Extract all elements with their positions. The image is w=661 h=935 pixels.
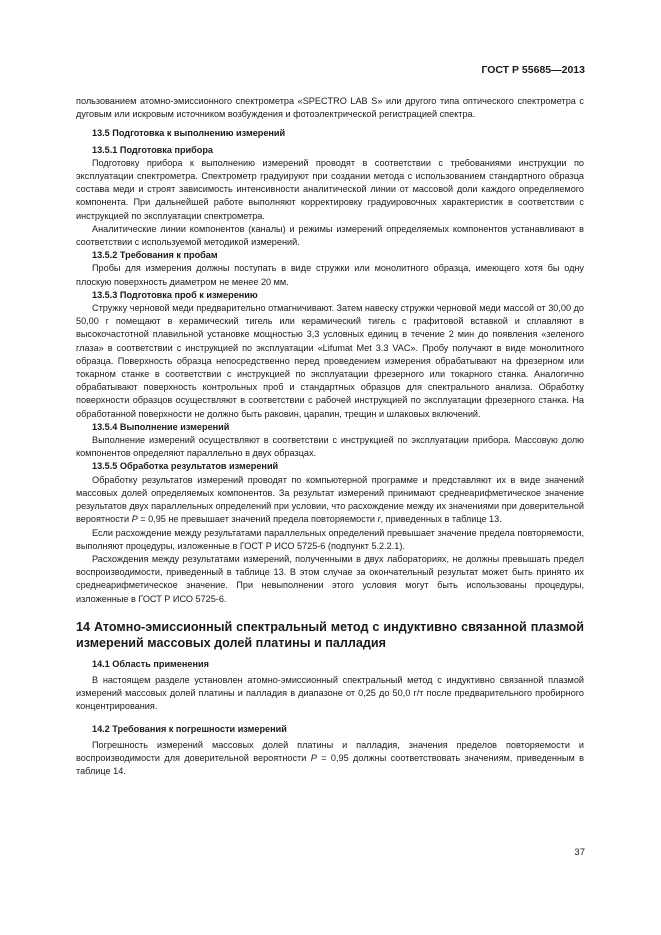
variable-p: P <box>310 752 317 763</box>
text-run: Обработку результатов измерений проводят по компьютерной программе и представляют их в виде значений массовых долей определяемых компонентов. За результат измерений принимают среднеарифметическое значение результатов двух параллельных определений при условии, что расхождение между их значениями при доверительной вероятности <box>76 474 584 525</box>
heading-13-5: 13.5 Подготовка к выполнению измерений <box>92 128 286 139</box>
paragraph-13-5-3-1: Стружку черновой меди предварительно отмагничивают. Затем навеску стружки черновой меди массой от 30,00 до 50,00 г помещают в керамический тигель или керамический тигель с графитовой вставкой и сплавляют в высокочастотной плавильной установке мощностью 3,3 условных единиц в течение 2 мин до появления «зеленого глаза» в соответствии с инструкцией по эксплуатации «Lifumat Met 3.3 VAC». Пробу получают в виде монолитного образца. Поверхность образца непосредственно перед проведением измерения обрабатывают на фрезерном или токарном станке в соответствии с инструкцией по эксплуатации фрезерного или токарного станка. Аналогично обрабатывают поверхность контрольных проб и стандартных образцов для спектрального анализа. Обработку поверхности образцов осуществляют в соответствии с рабочей инструкцией по эксплуатации фрезерного станка. На обработанной поверхности не должно быть раковин, царапин, трещин и шлаковых включений. <box>76 303 584 419</box>
heading-section-14: 14 Атомно-эмиссионный спектральный метод с индуктивно связанной плазмой измерений массовых долей платины и палладия <box>76 619 584 650</box>
paragraph-13-5-5-2: Если расхождение между результатами параллельных определений превышает значение предела повторяемости, выполняют процедуры, изложенные в ГОСТ Р ИСО 5725-6 (подпункт 5.2.2.1). <box>76 527 584 551</box>
paragraph-14-2-1 <box>76 739 584 779</box>
text-run: = 0,95 должны соответствовать значениям, приведенным в таблице 14. <box>76 752 584 777</box>
heading-13-5-2: 13.5.2 Требования к пробам <box>92 250 218 261</box>
paragraph-13-5-1-2: Аналитические линии компонентов (каналы) и режимы измерений определяемых компонентов устанавливают в соответствии с используемой методикой измерений. <box>76 223 584 248</box>
paragraph-13-5-1-1: Подготовку прибора к выполнению измерений проводят в соответствии с требованиями инструкции по эксплуатации спектрометра. Спектрометр градуируют при создании метода с использованием стандартного образца состава меди и строят зависимость интенсивности аналитической линии от массовой доли каждого определяемого компонента. При дальнейшей работе выполняют корректировку градуировочных характеристик в соответствии с инструкцией по эксплуатации спектрометра. <box>76 157 584 221</box>
paragraph-14-1-1: В настоящем разделе установлен атомно-эмиссионный спектральный метод с индуктивно связанной плазмой измерений массовых долей платины и палладия в диапазоне от 0,25 до 50,0 г/т после предварительного пробирного концентрирования. <box>76 674 584 712</box>
variable-r: r <box>377 514 381 525</box>
heading-13-5-5: 13.5.5 Обработка результатов измерений <box>92 461 279 472</box>
paragraph-intro: пользованием атомно-эмиссионного спектрометра «SPECTRO LAB S» или другого типа оптического спектрометра с дуговым или искровым источником возбуждения и фотоэлектрической регистрацией спектра. <box>76 96 584 120</box>
text-run: Погрешность измерений массовых долей платины и палладия, значения пределов повторяемости и воспроизводимости для доверительной вероятности <box>76 739 584 763</box>
text-run: = 0,95 не превышает значений предела повторяемости <box>137 514 378 525</box>
variable-p: P <box>131 514 138 525</box>
text-run: , приведенных в таблице 13. <box>380 514 502 525</box>
document-code-header: ГОСТ Р 55685—2013 <box>481 64 585 76</box>
paragraph-13-5-5-1 <box>76 474 584 527</box>
heading-14-1: 14.1 Область применения <box>92 658 209 669</box>
heading-13-5-4: 13.5.4 Выполнение измерений <box>92 421 230 432</box>
heading-13-5-1: 13.5.1 Подготовка прибора <box>92 144 213 155</box>
paragraph-13-5-5-3: Расхождения между результатами измерений, полученными в двух лабораториях, не должны превышать предел воспроизводимости, приведенный в таблице 13. В этом случае за окончательный результат может быть принято их среднеарифметическое значение. При невыполнении этого условия могут быть использованы процедуры, изложенные в ГОСТ Р ИСО 5725-6. <box>76 553 584 604</box>
heading-14-2: 14.2 Требования к погрешности измерений <box>92 723 287 734</box>
page-number: 37 <box>574 847 585 858</box>
paragraph-13-5-4-1: Выполнение измерений осуществляют в соответствии с инструкцией по эксплуатации прибора. Массовую долю компонентов определяют параллельно в двух образцах. <box>76 435 584 459</box>
paragraph-13-5-2-1: Пробы для измерения должны поступать в виде стружки или монолитного образца, имеющего хотя бы одну плоскую поверхность диаметром не менее 20 мм. <box>76 263 584 287</box>
page-content <box>76 95 584 778</box>
heading-13-5-3: 13.5.3 Подготовка проб к измерению <box>92 289 258 300</box>
